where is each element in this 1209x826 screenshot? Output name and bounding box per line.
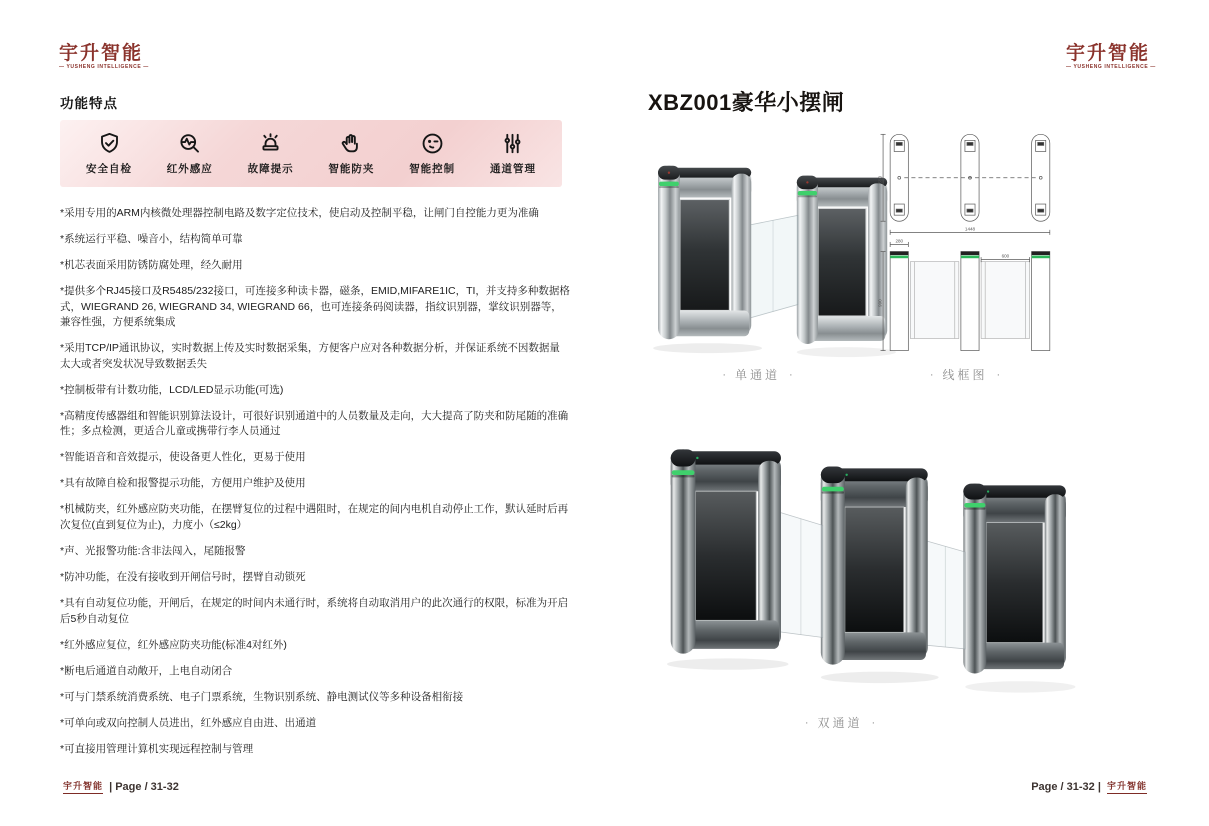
dim-height: 990 — [877, 299, 883, 307]
feature-item — [328, 131, 374, 176]
double-channel-image — [652, 438, 1117, 723]
infrared-sensor-icon — [177, 131, 202, 156]
feature-bullet-list — [60, 206, 570, 768]
caption-text: 线框图 — [942, 368, 988, 382]
channel-sliders-icon — [500, 131, 525, 156]
caption-wireframe — [905, 366, 1025, 383]
feature-bullet: *高精度传感器组和智能识别算法设计，可很好识别通道中的人员数量及走向，大大提高了防夹和防尾随的准确性；多点检测，更适合儿童或携带行李人员通过 — [60, 409, 569, 438]
brand-logo — [59, 44, 149, 70]
feature-bullet: *声、光报警功能:含非法闯入，尾随报警 — [60, 544, 246, 557]
feature-bullet: *机械防夹，红外感应防夹功能，在摆臂复位的过程中遇阻时，在规定的间内电机自动停止工作，默认延时后再次复位(直到复位为止)，力度小（≤2kg） — [60, 503, 569, 531]
shield-check-icon — [97, 131, 122, 156]
caption-double-channel — [760, 714, 920, 731]
feature-bullet: *采用TCP/IP通讯协议，实时数据上传及实时数据采集，方便客户应对各种数据分析，并保证系统不因数据量太大或者突发状况导致数据丢失 — [60, 342, 560, 370]
feature-bullet: *可单向或双向控制人员进出，红外感应自由进、出通道 — [60, 716, 317, 729]
feature-bullet: *采用专用的ARM内核微处理器控制电路及数字定位技术，使启动及控制平稳，让闸门自控能力更为准确 — [60, 207, 539, 219]
dim-passage: 600 — [1001, 253, 1010, 259]
feature-label: 通道管理 — [489, 163, 536, 175]
caption-dot: · — [722, 368, 726, 381]
feature-bullet: *红外感应复位，红外感应防夹功能(标准4对红外) — [60, 638, 287, 651]
feature-item — [248, 131, 294, 176]
caption-dot: · — [804, 716, 809, 729]
footer-page-number: Page / 31-32 — [1031, 781, 1095, 793]
feature-bullet: *提供多个RJ45接口及R5485/232接口，可连接多种读卡器，磁条，EMID,MIFARE1IC，TI，并支持多种数据格式，WIEGRAND 26, WIEGRAND 34, WIEGRAND 66，也可连接条码阅读器，指纹识别器，掌纹识别器等，兼容性强，方便系统集成 — [60, 285, 570, 329]
feature-label: 智能防夹 — [328, 163, 375, 175]
footer-separator: | — [109, 781, 113, 793]
section-title-features: 功能特点 — [60, 96, 118, 111]
feature-label: 红外感应 — [166, 163, 213, 175]
caption-dot: · — [789, 368, 793, 381]
feature-bullet: *可与门禁系统消费系统、电子门票系统，生物识别系统、静电测试仪等多种设备相衔接 — [60, 690, 464, 703]
footer-right — [1031, 779, 1150, 794]
smiley-icon — [420, 131, 445, 156]
caption-dot: · — [929, 368, 934, 381]
caption-single-channel — [700, 366, 815, 383]
wireframe-diagram — [876, 128, 1068, 366]
feature-label: 安全自检 — [86, 163, 132, 175]
footer-separator: | — [1097, 781, 1101, 793]
feature-item — [167, 131, 213, 176]
feature-bullet: *具有自动复位功能，开闸后，在规定的时间内未通行时，系统将自动取消用户的此次通行的权限，标准为开启后5秒自动复位 — [60, 597, 569, 625]
feature-item — [409, 131, 455, 176]
brand-logo-text: 宇升智能 — [59, 43, 144, 64]
brand-logo-subtext: — YUSHENG INTELLIGENCE — — [59, 64, 149, 70]
feature-bullet: *控制板带有计数功能，LCD/LED显示功能(可选) — [60, 383, 284, 396]
feature-label: 故障提示 — [247, 163, 294, 175]
feature-bullet: *断电后通道自动敞开，上电自动闭合 — [60, 664, 233, 677]
dim-unit-width: 280 — [895, 238, 904, 244]
feature-strip — [60, 120, 562, 187]
feature-bullet: *具有故障自检和报警提示功能，方便用户维护及使用 — [60, 477, 306, 490]
footer-page-number: Page / 31-32 — [115, 781, 179, 793]
product-title: XBZ001豪华小摆闸 — [648, 90, 845, 115]
footer-brand-logo: 宇升智能 — [1107, 779, 1147, 794]
feature-bullet: *防冲功能，在没有接收到开闸信号时，摆臂自动锁死 — [60, 571, 306, 583]
anti-pinch-hand-icon — [339, 131, 364, 156]
feature-label: 智能控制 — [409, 163, 456, 175]
feature-bullet: *智能语音和音效提示，使设备更人性化，更易于使用 — [60, 451, 306, 464]
caption-text: 双通道 — [817, 716, 863, 730]
brand-logo — [1066, 44, 1156, 70]
feature-bullet: *系统运行平稳、噪音小，结构简单可靠 — [60, 233, 243, 246]
dim-total-width: 1448 — [964, 226, 976, 232]
footer-left — [60, 779, 179, 794]
alarm-icon — [258, 131, 283, 156]
footer-brand-logo: 宇升智能 — [63, 779, 103, 794]
feature-item — [490, 131, 536, 176]
feature-item — [86, 131, 132, 176]
caption-dot: · — [996, 368, 1001, 381]
caption-dot: · — [871, 716, 876, 729]
brand-logo-text: 宇升智能 — [1066, 43, 1151, 64]
brand-logo-subtext: — YUSHENG INTELLIGENCE — — [1066, 64, 1156, 70]
single-channel-image — [652, 138, 900, 366]
dim-depth: 550 — [877, 176, 883, 184]
feature-bullet: *可直接用管理计算机实现远程控制与管理 — [60, 742, 254, 755]
caption-text: 单通道 — [734, 368, 780, 382]
feature-bullet: *机芯表面采用防锈防腐处理，经久耐用 — [60, 259, 243, 272]
